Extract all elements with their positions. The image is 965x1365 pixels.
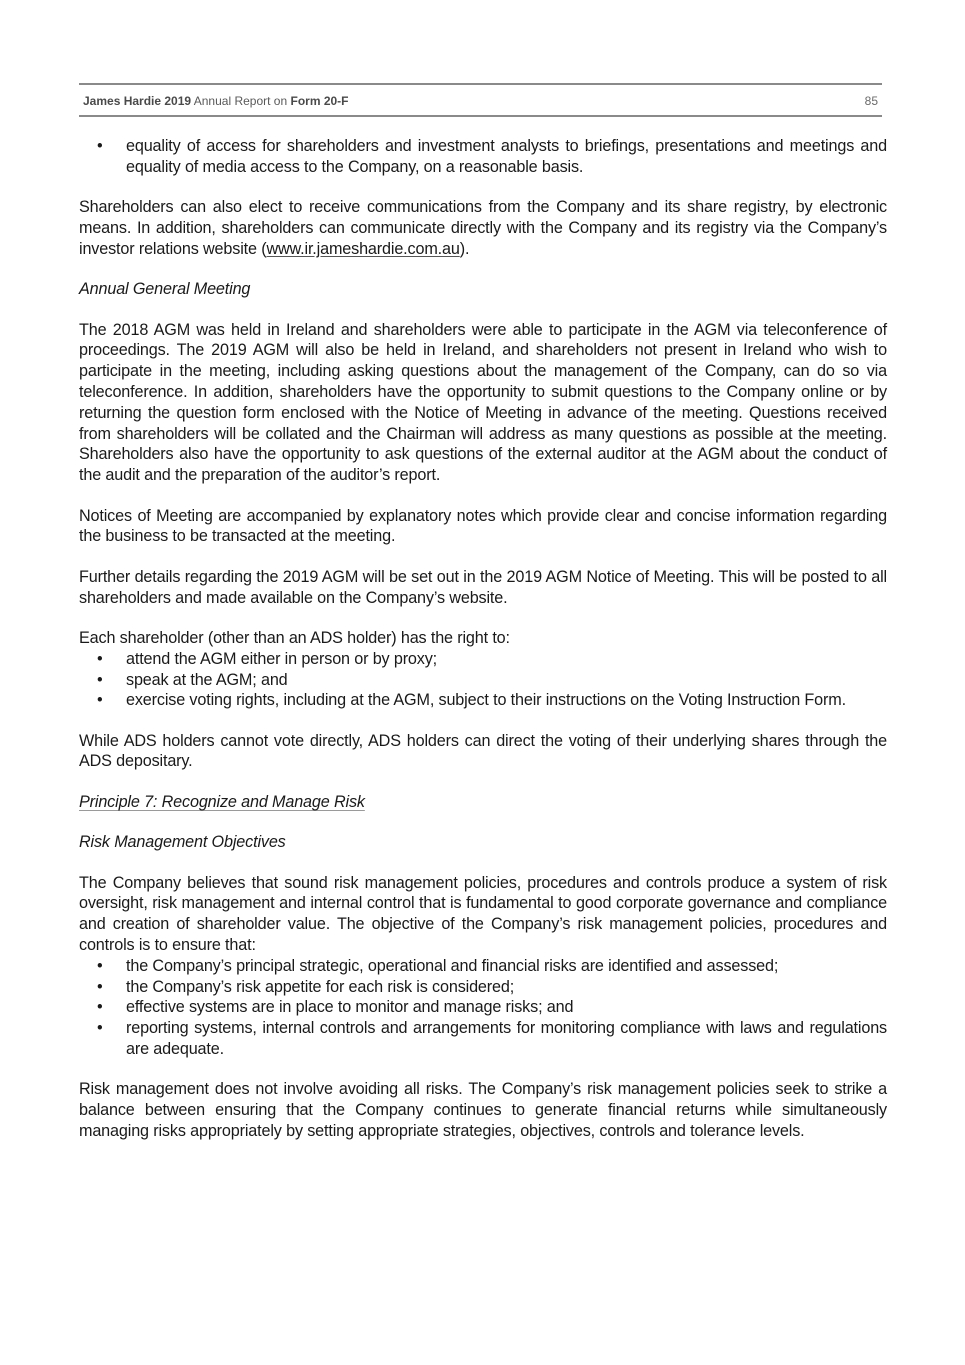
form-name: Form 20-F xyxy=(290,94,349,108)
principle-7-heading: Principle 7: Recognize and Manage Risk xyxy=(79,792,365,811)
list-item-text: effective systems are in place to monitor and manage risks; and xyxy=(126,998,574,1017)
bullet-icon: • xyxy=(97,137,103,155)
list-item xyxy=(79,690,887,711)
agm-paragraph: The 2018 AGM was held in Ireland and shareholders were able to participate in the AGM via teleconference of proceedings. The 2019 AGM will also be held in Ireland, and shareholders not present in Ireland who wish to participate in the meeting, including asking questions about the management of the Company, can do so via teleconference. In addition, shareholders have the opportunity to submit questions to the Company online or by returning the question form enclosed with the Notice of Meeting in advance of the meeting. Questions received from shareholders will be collated and the Chairman will address as many questions as possible at the meeting. Shareholders also have the opportunity to ask questions of the external auditor at the AGM about the conduct of the audit and the preparation of the auditor’s report. xyxy=(79,320,887,485)
rights-bullet-list xyxy=(79,649,887,711)
bullet-icon: • xyxy=(97,977,103,996)
investor-relations-link[interactable]: www.ir.jameshardie.com.au xyxy=(266,239,460,258)
list-item-text: the Company’s principal strategic, operational and financial risks are identified and assessed; xyxy=(126,956,779,975)
document-body xyxy=(79,136,887,1161)
bullet-icon: • xyxy=(97,1019,103,1038)
electronic-communications-paragraph: Shareholders can also elect to receive communications from the Company and its share registry, by electronic means. In addition, shareholders can communicate directly with the Company and its registry via the Company’s investor relations website (www.ir.jameshardie.com.au). xyxy=(79,198,887,258)
risk-objectives-list xyxy=(79,956,887,1060)
rights-intro: Each shareholder (other than an ADS holder) has the right to: xyxy=(79,628,510,647)
list-item-text: the Company’s risk appetite for each risk is considered; xyxy=(126,977,515,996)
risk-closing-paragraph: Risk management does not involve avoiding all risks. The Company’s risk management policies seek to strike a balance between ensuring that the Company continues to generate financial returns while simultaneously managing risks appropriately by setting appropriate strategies, objectives, controls and tolerance levels. xyxy=(79,1080,887,1141)
list-item-text: speak at the AGM; and xyxy=(126,670,288,689)
list-item-text: equality of access for shareholders and investment analysts to briefings, presentations and meetings and equality of media access to the Company, on a reasonable basis. xyxy=(126,137,887,176)
list-item xyxy=(79,670,887,691)
report-name: Annual Report on xyxy=(191,94,291,108)
list-item xyxy=(79,136,887,178)
risk-objectives-heading: Risk Management Objectives xyxy=(79,833,286,852)
notices-paragraph: Notices of Meeting are accompanied by explanatory notes which provide clear and concise information regarding the business to be transacted at the meeting. xyxy=(79,506,887,546)
bullet-icon: • xyxy=(97,998,103,1017)
list-item-text: exercise voting rights, including at the AGM, subject to their instructions on the Voting Instruction Form. xyxy=(126,691,846,710)
report-title xyxy=(83,94,349,108)
ads-paragraph: While ADS holders cannot vote directly, ADS holders can direct the voting of their underlying shares through the ADS depositary. xyxy=(79,731,887,771)
page-number: 85 xyxy=(864,94,878,108)
list-item xyxy=(79,997,887,1018)
bullet-icon: • xyxy=(97,691,103,710)
risk-intro-paragraph: The Company believes that sound risk management policies, procedures and controls produce a system of risk oversight, risk management and internal control that is fundamental to good corporate governance and compliance and creation of shareholder value. The objective of the Company’s risk management policies, procedures and controls is to ensure that: xyxy=(79,873,887,955)
list-item xyxy=(79,649,887,670)
access-bullet-list xyxy=(79,136,887,178)
bullet-icon: • xyxy=(97,670,103,689)
bullet-icon: • xyxy=(97,649,103,668)
page-header xyxy=(79,83,882,117)
list-item xyxy=(79,977,887,998)
further-details-paragraph: Further details regarding the 2019 AGM will be set out in the 2019 AGM Notice of Meeting. This will be posted to all shareholders and made available on the Company’s website. xyxy=(79,567,887,607)
bullet-icon: • xyxy=(97,956,103,975)
company-name: James Hardie 2019 xyxy=(83,94,192,108)
agm-heading: Annual General Meeting xyxy=(79,280,251,299)
list-item-text: reporting systems, internal controls and arrangements for monitoring compliance with laws and regulations are adequate. xyxy=(126,1019,887,1059)
list-item-text: attend the AGM either in person or by proxy; xyxy=(126,649,438,668)
list-item xyxy=(79,956,887,977)
list-item xyxy=(79,1018,887,1060)
